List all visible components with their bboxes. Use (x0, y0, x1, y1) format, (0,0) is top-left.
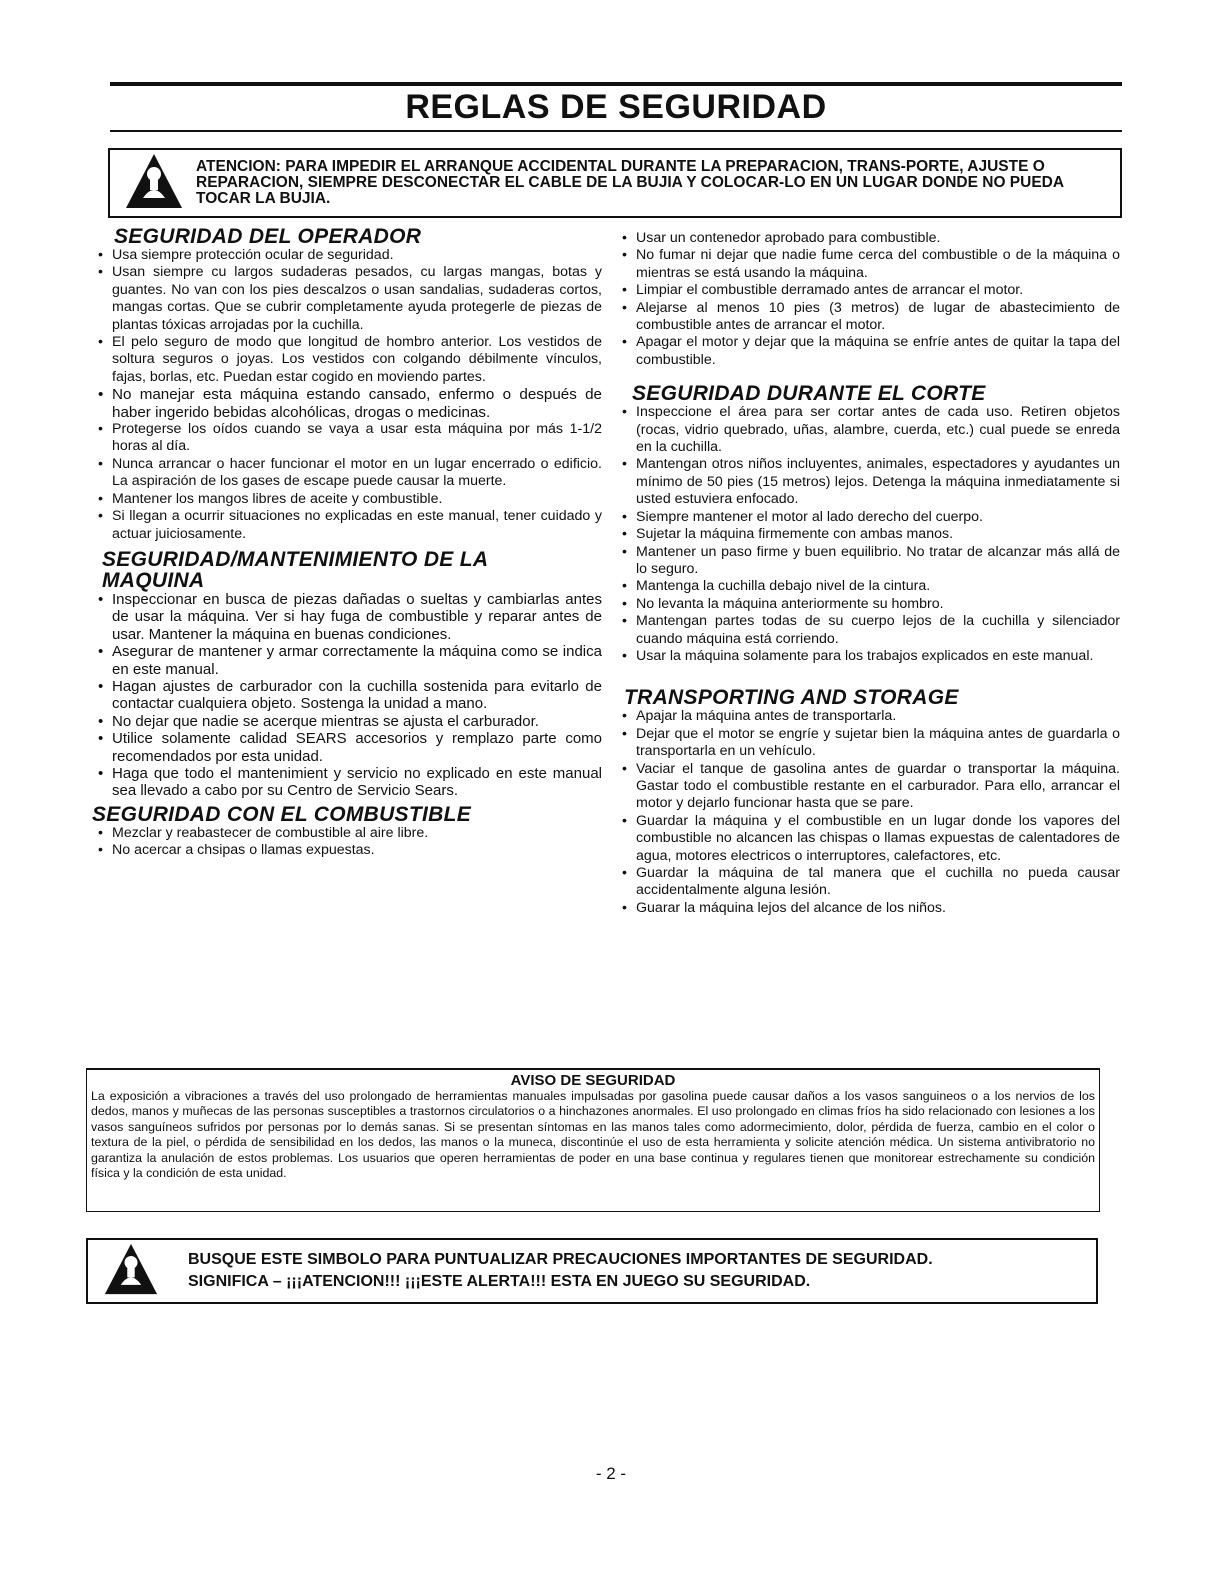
section-heading-combustible: SEGURIDAD CON EL COMBUSTIBLE (92, 802, 472, 826)
list-item: • No dejar que nadie se acerque mientras se ajusta el carburador. (92, 713, 602, 730)
warning-triangle-icon (124, 152, 184, 215)
right-column (616, 224, 1120, 917)
list-item: • Alejarse al menos 10 pies (3 metros) de lugar de abastecimiento de combustible antes de arrancar el motor. (616, 300, 1120, 335)
list-item: • Usar un contenedor aprobado para combustible. (616, 230, 1120, 247)
operador-list (92, 247, 602, 543)
section-heading-corte: SEGURIDAD DURANTE EL CORTE (632, 382, 986, 406)
safety-notice-box (86, 1068, 1100, 1212)
safety-notice-title: AVISO DE SEGURIDAD (510, 1072, 676, 1089)
list-item: • Guarar la máquina lejos del alcance de los niños. (616, 900, 1120, 917)
attention-box (108, 148, 1122, 218)
symbol-notice-line2: SIGNIFICA – ¡¡¡ATENCION!!! ¡¡¡ESTE ALERTA!!! ESTA EN JUEGO SU SEGURIDAD. (188, 1273, 811, 1290)
list-item: • Si llegan a ocurrir situaciones no explicadas en este manual, tener cuidado y actuar juiciosamente. (92, 508, 602, 543)
list-item: • Usar la máquina solamente para los trabajos explicados en este manual. (616, 648, 1120, 665)
combustible-list (92, 825, 602, 860)
list-item: • No manejar esta máquina estando cansado, enfermo o después de haber ingerido bebidas alcohólicas, drogas o medicinas. (92, 386, 602, 421)
mantenimiento-list (92, 591, 602, 800)
list-item: • Utilice solamente calidad SEARS accesorios y remplazo parte como recomendados por esta unidad. (92, 730, 602, 765)
list-item: • Usan siempre cu largos sudaderas pesados, cu largas mangas, botas y guantes. No van con los pies descalzos o usan sandalias, sudaderas cortos, mangas cortas. Que se cubrir completamente ayuda protegerle de piezas de plantas tóxicas arrojadas por la cuchilla. (92, 264, 602, 334)
list-item: • Mezclar y reabastecer de combustible al aire libre. (92, 825, 602, 842)
symbol-notice-line1: BUSQUE ESTE SIMBOLO PARA PUNTUALIZAR PRECAUCIONES IMPORTANTES DE SEGURIDAD. (188, 1251, 933, 1268)
attention-text: ATENCION: PARA IMPEDIR EL ARRANQUE ACCIDENTAL DURANTE LA PREPARACION, TRANS-PORTE, AJUSTE O REPARACION, SIEMPRE DESCONECTAR EL CABLE DE LA BUJIA Y COLOCAR-LO EN UN LUGAR DONDE NO PUEDA TOCAR LA BUJIA. (196, 158, 1064, 207)
left-column (92, 224, 602, 860)
section-heading-transporte: TRANSPORTING AND STORAGE (624, 686, 959, 710)
list-item: • No levanta la máquina anteriormente su hombro. (616, 596, 1120, 613)
list-item: • Hagan ajustes de carburador con la cuchilla sostenida para evitarlo de contactar cualquiera objeto. Sostenga la unidad a mano. (92, 678, 602, 713)
list-item: • Inspeccione el área para ser cortar antes de cada uso. Retiren objetos (rocas, vidrio quebrado, uñas, alambre, cuerda, etc.) cual puede se enreda en la cuchilla. (616, 404, 1120, 456)
symbol-notice-box (86, 1238, 1098, 1304)
list-item: • Guardar la máquina y el combustible en un lugar donde los vapores del combustible no alcancen las chispas o llamas expuestas de calentadores de agua, motores electricos o interruptores, calefactores, etc. (616, 813, 1120, 865)
list-item: • Mantener los mangos libres de aceite y combustible. (92, 491, 602, 508)
section-heading-mantenimiento: SEGURIDAD/MANTENIMIENTO DE LA MAQUINA (102, 547, 488, 592)
combustible-list-continued (616, 230, 1120, 369)
page-number: - 2 - (595, 1464, 627, 1483)
list-item: • Sujetar la máquina firmemente con ambas manos. (616, 526, 1120, 543)
corte-list (616, 404, 1120, 665)
list-item: • No acercar a chsipas o llamas expuestas. (92, 842, 602, 859)
list-item: • Apagar el motor y dejar que la máquina se enfríe antes de quitar la tapa del combustible. (616, 334, 1120, 369)
list-item: • Limpiar el combustible derramado antes de arrancar el motor. (616, 282, 1120, 299)
warning-triangle-icon (102, 1242, 160, 1301)
list-item: • Vaciar el tanque de gasolina antes de guardar o transportar la máquina. Gastar todo el combustible restante en el carburador. Para ello, arrancar el motor y dejarlo funcionar hasta que se pare. (616, 761, 1120, 813)
list-item: • Guardar la máquina de tal manera que el cuchilla no pueda causar accidentalmente alguna lesión. (616, 865, 1120, 900)
list-item: • Mantengan otros niños incluyentes, animales, espectadores y ayudantes un mínimo de 50 pies (15 metros) lejos. Detenga la máquina inmediatamente si usted estuviera enfocado. (616, 456, 1120, 508)
list-item: • Mantener un paso firme y buen equilibrio. No tratar de alcanzar más allá de lo seguro. (616, 544, 1120, 579)
safety-notice-body: La exposición a vibraciones a través del uso prolongado de herramientas manuales impulsadas por gasolina puede causar daños a los vasos sanguineos o a los nervios de los dedos, manos y muñecas de las personas susceptibles a trastornos circulatorios o a hinchazones anormales. El uso prolongado en climas fríos ha sido relacionado con lesiones a los vasos sanguíneos sufridos por personas por lo demás sanas. Si se presentan síntomas en las manos tales como adormecimiento, dolor, pérdida de fuerza, cambio en el color o textura de la piel, o pérdida de sensibilidad en los dedos, las manos o la muneca, discontinúe el uso de esta herramienta y solicite atención médica. Un sistema antivibratorio no garantiza la anulación de estos problemas. Los usuarios que operen herramientas de poder en una base continua y regulares tienen que monitorear estrechamente su condición física y la condición de esta unidad. (91, 1089, 1095, 1181)
list-item: • Nunca arrancar o hacer funcionar el motor en un lugar encerrado o edificio. La aspiración de los gases de escape puede causar la muerte. (92, 456, 602, 491)
list-item: • Siempre mantener el motor al lado derecho del cuerpo. (616, 509, 1120, 526)
top-rule (110, 82, 1122, 86)
list-item: • Protegerse los oídos cuando se vaya a usar esta máquina por más 1-1/2 horas al día. (92, 421, 602, 456)
list-item: • El pelo seguro de modo que longitud de hombro anterior. Los vestidos de soltura seguros o joyas. Los vestidos con colgando débilmente vínculos, fajas, borlas, etc. Puedan estar cogido en moviendo partes. (92, 334, 602, 386)
list-item: • Apajar la máquina antes de transportarla. (616, 708, 1120, 725)
transporte-list (616, 708, 1120, 917)
list-item: • No fumar ni dejar que nadie fume cerca del combustible o de la máquina o mientras se está usando la máquina. (616, 247, 1120, 282)
page-title: REGLAS DE SEGURIDAD (405, 88, 827, 126)
list-item: • Mantengan partes todas de su cuerpo lejos de la cuchilla y silenciador cuando máquina está corriendo. (616, 613, 1120, 648)
list-item: • Dejar que el motor se engríe y sujetar bien la máquina antes de guardarla o transportarla en un vehículo. (616, 726, 1120, 761)
list-item: • Mantenga la cuchilla debajo nivel de la cintura. (616, 578, 1120, 595)
list-item: • Usa siempre protección ocular de seguridad. (92, 247, 602, 264)
title-rule (110, 130, 1122, 132)
list-item: • Haga que todo el mantenimient y servicio no explicado en este manual sea llevado a cabo por su Centro de Servicio Sears. (92, 765, 602, 800)
list-item: • Inspeccionar en busca de piezas dañadas o sueltas y cambiarlas antes de usar la máquina. Ver si hay fuga de combustible y reparar antes de usar. Mantener la máquina en buenas condiciones. (92, 591, 602, 643)
list-item: • Asegurar de mantener y armar correctamente la máquina como se indica en este manual. (92, 643, 602, 678)
section-heading-operador: SEGURIDAD DEL OPERADOR (114, 225, 422, 248)
